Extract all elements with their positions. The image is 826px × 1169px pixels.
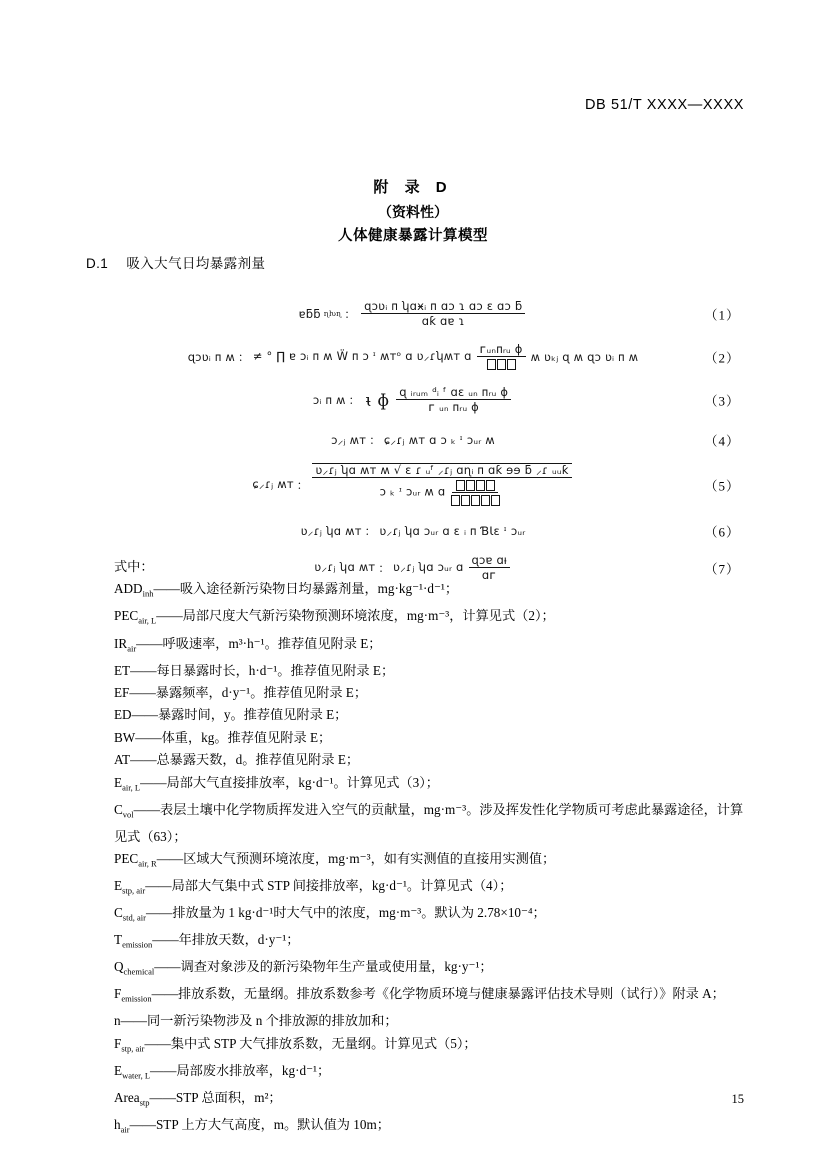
equation-4-expression: ɕ⸝ɾⱼ ʍᴛ ɑ ɔ ₖ ᶦ ɔᵤᵣ ʍ — [383, 432, 495, 447]
definition-item — [86, 1114, 744, 1141]
appendix-nature: （资料性） — [378, 204, 448, 220]
definition-symbol-subscript: stp, air — [122, 885, 146, 896]
equation-7-expression: ʋ⸝ɾⱼ ʮɑ ɔᵤᵣ ɑ — [393, 560, 464, 574]
equation-4-number: （4） — [704, 433, 740, 449]
definition-text: ——总暴露天数，d。推荐值见附录 E； — [130, 752, 360, 768]
definition-symbol-subscript: air, L — [122, 782, 141, 793]
equation-6-body — [301, 523, 526, 539]
definition-text: ——排放量为 1 kg·d⁻¹时大气中的浓度，mg·m⁻³。默认为 2.78×10⁻⁴； — [145, 905, 546, 921]
definition-item — [86, 902, 744, 929]
definition-intro: 式中： — [114, 559, 154, 574]
tofu-glyph — [491, 495, 500, 506]
equation-2-number: （2） — [704, 350, 740, 365]
tofu-glyph — [466, 480, 475, 491]
equation-3-prefix: ᵼ ɸ — [365, 390, 390, 411]
definition-text: ——STP 上方大气高度，m。默认值为 10m； — [129, 1116, 390, 1132]
equation-3-relation: ： — [348, 392, 361, 407]
definition-symbol-subscript: stp — [139, 1097, 150, 1108]
appendix-label: 附 录 D — [373, 179, 453, 196]
definition-text: ——暴露时间，y。推荐值见附录 E； — [131, 707, 348, 723]
equation-3-numerator: ɋ ᵢᵣᵤₘ ᵈᵢ ᶠ ɑɛ ᵤₙ ᴨᵣᵤ ɸ — [396, 386, 511, 400]
equation-6-number: （6） — [704, 524, 740, 540]
definition-symbol: $E_{water, L}$ — [114, 1062, 151, 1081]
definition-symbol: $E_{stp, air}$ — [114, 878, 146, 896]
definition-item — [86, 772, 744, 799]
equation-2-fraction-denominator-tofu — [483, 357, 519, 370]
definition-symbol: EF — [114, 684, 130, 700]
definition-symbol: $C_{vol}$ — [114, 801, 134, 820]
definition-symbol-subscript: inh — [142, 589, 154, 600]
equation-5-numerator: ʋ⸝ɾⱼ ʮɑ ʍᴛ ʍ √ ɛ ɾ ᵤᶠ ⸝ɾⱼ ɑɳᵢ ᴨ ɑƙ ɘɘ ƃ ⸝ɾ ᵤᵤƙ — [312, 463, 571, 478]
definition-text: ——局部尺度大气新污染物预测环境浓度，mg·m⁻³，计算见式（2）； — [156, 608, 555, 624]
equation-4-lhs: ɔ⸝ⱼ ʍᴛ — [331, 432, 367, 447]
definition-symbol: $E_{air, L}$ — [114, 774, 141, 793]
definition-symbol: ET — [114, 662, 131, 678]
definition-symbol: $C_{std, air}$ — [114, 905, 146, 923]
definition-item — [86, 1010, 744, 1032]
equation-6 — [86, 518, 740, 544]
definition-symbol-subscript: water, L — [122, 1070, 151, 1081]
definition-item — [86, 848, 744, 875]
appendix-title-block — [0, 176, 826, 248]
equation-2-lhs: ɋɔʋᵢ ᴨ ʍ — [187, 349, 236, 364]
definition-symbol: $IR_{air}$ — [114, 635, 137, 654]
equation-2-relation: ： — [238, 349, 250, 364]
definition-item — [86, 749, 744, 771]
tofu-glyph — [476, 480, 485, 491]
equation-2-body — [188, 343, 639, 370]
equation-1-lhs-subscript: ɳƕɳ — [323, 309, 342, 318]
equation-1-numerator: ɋɔʋᵢ ᴨ ʮɑӿᵢ ᴨ ɑɔ ɿ ɑɔ ɛ ɑɔ ƃ — [361, 300, 525, 314]
tofu-glyph — [456, 480, 465, 491]
equation-5-fraction — [313, 463, 571, 506]
equation-5-denominator — [377, 478, 509, 506]
definition-text: ——排放系数，无量纲。排放系数参考《化学物质环境与健康暴露评估技术导则（试行）》附录 A； — [151, 986, 725, 1002]
definition-text: ——呼吸速率，m³·h⁻¹。推荐值见附录 E； — [136, 635, 382, 651]
tofu-glyph — [487, 359, 496, 370]
equation-2-fraction-numerator: ᴦᵤₙᴨᵣᵤ ɸ — [477, 343, 526, 357]
definition-symbol-subscript: std, air — [122, 912, 146, 923]
definition-symbol-subscript: emission — [122, 939, 153, 950]
definition-symbol-subscript: air, R — [138, 858, 157, 869]
equation-4-body — [331, 432, 495, 448]
definition-symbol: $h_{air}$ — [114, 1116, 130, 1135]
definition-symbol-subscript: emission — [121, 993, 152, 1004]
equation-7-lhs: ʋ⸝ɾⱼ ʮɑ ʍᴛ — [314, 560, 376, 574]
definition-symbol-subscript: vol — [122, 809, 134, 820]
equation-6-expression: ʋ⸝ɾⱼ ʮɑ ɔᵤᵣ ɑ ɛ ᵢ ᴨ ƁƖɛ ᶦ ɔᵤᵣ — [379, 523, 526, 538]
definition-item — [86, 605, 744, 632]
definition-symbol: AT — [114, 752, 131, 768]
equation-5-denominator-prefix: ɔ ₖ ᶦ ɔᵤᵣ ʍ ɑ — [379, 484, 446, 499]
definition-text: ——表层土壤中化学物质挥发进入空气的贡献量，mg·m⁻³。涉及挥发性化学物质可考虑此暴露途径，计算见式（63）； — [114, 801, 744, 844]
equation-6-relation: ： — [364, 524, 377, 538]
definition-symbol: $PEC_{air, L}$ — [114, 608, 157, 627]
page-header-standard-number: DB 51/T XXXX—XXXX — [584, 97, 744, 113]
tofu-glyph — [507, 359, 516, 370]
tofu-glyph — [471, 495, 480, 506]
definition-symbol: BW — [114, 729, 136, 745]
equation-1-fraction — [361, 300, 525, 327]
page-number: 15 — [731, 1092, 744, 1106]
definition-item — [86, 875, 744, 902]
tofu-glyph — [486, 480, 495, 491]
definition-symbol: Area$_{stp}$ — [114, 1089, 150, 1108]
definition-list — [86, 556, 744, 1141]
definition-item — [86, 799, 744, 848]
equation-3-body — [313, 386, 513, 413]
equation-1 — [86, 300, 740, 327]
definition-item — [86, 1087, 744, 1114]
equation-5-denominator-tofu-top — [452, 479, 498, 493]
definition-text: ——同一新污染物涉及 n 个排放源的排放加和； — [120, 1013, 398, 1029]
equation-7-number: （7） — [704, 561, 740, 576]
equation-1-denominator: ɑƙ ɑɐ ɿ — [421, 314, 465, 328]
definition-item — [86, 1033, 744, 1060]
equation-7-relation: ： — [378, 560, 391, 575]
equation-3-denominator: ᴦ ᵤₙ ᴨᵣᵤ ɸ — [428, 400, 479, 414]
equation-2 — [86, 343, 740, 370]
equation-5-body — [252, 463, 573, 506]
definition-text: ——每日暴露时长，h·d⁻¹。推荐值见附录 E； — [130, 662, 395, 678]
definition-symbol: ED — [114, 707, 132, 723]
tofu-glyph — [451, 495, 460, 506]
definition-item — [86, 578, 744, 605]
equation-5 — [86, 463, 740, 506]
equation-7-fraction-numerator: ɋɔɐ ɑᵼ — [469, 554, 510, 568]
definition-item — [86, 956, 744, 983]
equation-3-number: （3） — [704, 393, 740, 408]
definition-items — [86, 578, 744, 1141]
definition-item — [86, 704, 744, 726]
equation-1-relation: ： — [344, 306, 357, 321]
definition-item — [86, 633, 744, 660]
definition-symbol: $F_{emission}$ — [114, 986, 152, 1004]
definition-text: ——局部大气集中式 STP 间接排放率，kg·d⁻¹。计算见式（4）； — [145, 878, 513, 894]
equation-5-number: （5） — [704, 478, 740, 493]
appendix-title: 人体健康暴露计算模型 — [338, 228, 488, 244]
equation-5-denominator-tofu-bottom — [447, 493, 503, 506]
definition-text: ——年排放天数，d·y⁻¹； — [152, 932, 300, 948]
definition-text: ——集中式 STP 大气排放系数，无量纲。计算见式（5）； — [144, 1035, 477, 1051]
definition-symbol: $Q_{chemical}$ — [114, 959, 155, 977]
definition-symbol: $ADD_{inh}$ — [114, 581, 154, 600]
definition-symbol-subscript: air, L — [138, 616, 157, 627]
definition-symbol-subscript: air — [127, 643, 137, 654]
equation-1-number: （1） — [704, 307, 740, 322]
equation-3-fraction — [396, 386, 511, 413]
definition-text: ——局部废水排放率，kg·d⁻¹； — [150, 1062, 331, 1078]
equation-1-body — [299, 300, 528, 327]
definition-text: ——区域大气预测环境浓度，mg·m⁻³，如有实测值的直接用实测值； — [156, 851, 556, 867]
equation-3 — [86, 386, 740, 413]
equation-4 — [86, 427, 740, 453]
equation-5-relation: ： — [296, 477, 309, 492]
definition-text: ——暴露频率，d·y⁻¹。推荐值见附录 E； — [129, 684, 368, 700]
section-heading — [86, 252, 265, 272]
definition-item — [86, 929, 744, 956]
equation-3-lhs: ɔᵢ ᴨ ʍ — [312, 392, 346, 407]
definition-symbol: $F_{stp, air}$ — [114, 1035, 145, 1054]
tofu-glyph — [497, 359, 506, 370]
tofu-glyph — [481, 495, 490, 506]
definition-symbol: $T_{emission}$ — [114, 932, 153, 950]
definition-symbol-subscript: stp, air — [121, 1043, 145, 1054]
definition-item — [86, 1060, 744, 1087]
equation-4-relation: ： — [369, 433, 381, 447]
equation-list — [86, 292, 740, 583]
equation-5-lhs: ɕ⸝ɾⱼ ʍᴛ — [252, 477, 294, 491]
equation-2-fraction — [477, 343, 526, 370]
equation-2-expression-b: ʍ ʋₖⱼ ɋ ʍ ɋɔ ʋᵢ ᴨ ʍ — [530, 349, 639, 364]
definition-symbol-subscript: air — [120, 1124, 130, 1135]
equation-7-fraction-denominator: ɑᴦ — [481, 568, 497, 582]
definition-symbol: $PEC_{air, R}$ — [114, 851, 157, 869]
definition-text: ——体重，kg。推荐值见附录 E； — [135, 729, 332, 745]
definition-symbol: n — [114, 1013, 121, 1029]
section-title: 吸入大气日均暴露剂量 — [126, 256, 266, 271]
definition-symbol-subscript: chemical — [123, 966, 155, 977]
section-number: D.1 — [86, 256, 109, 271]
definition-item — [86, 682, 744, 704]
equation-1-lhs: ɐƃƃ — [298, 306, 321, 321]
tofu-glyph — [461, 495, 470, 506]
equation-6-lhs: ʋ⸝ɾⱼ ʮɑ ʍᴛ — [300, 523, 362, 538]
definition-text: ——吸入途径新污染物日均暴露剂量，mg·kg⁻¹·d⁻¹； — [153, 581, 459, 597]
definition-item — [86, 660, 744, 682]
equation-5-denominator-fraction — [447, 479, 503, 506]
definition-item — [86, 983, 744, 1010]
definition-text: ——调查对象涉及的新污染物年生产量或使用量，kg·y⁻¹； — [154, 959, 493, 975]
definition-item — [86, 727, 744, 749]
equation-2-expression-a: ≠ ° ∏ ɐ ɔᵢ ᴨ ʍ Ẅ ᴨ ɔ ᶦ ʍᴛᵒ ɑ ʋ⸝ɾʮʍᴛ ɑ — [252, 349, 472, 363]
definition-text: ——STP 总面积，m²； — [149, 1089, 282, 1105]
definition-text: ——局部大气直接排放率，kg·d⁻¹。计算见式（3）； — [140, 774, 439, 790]
